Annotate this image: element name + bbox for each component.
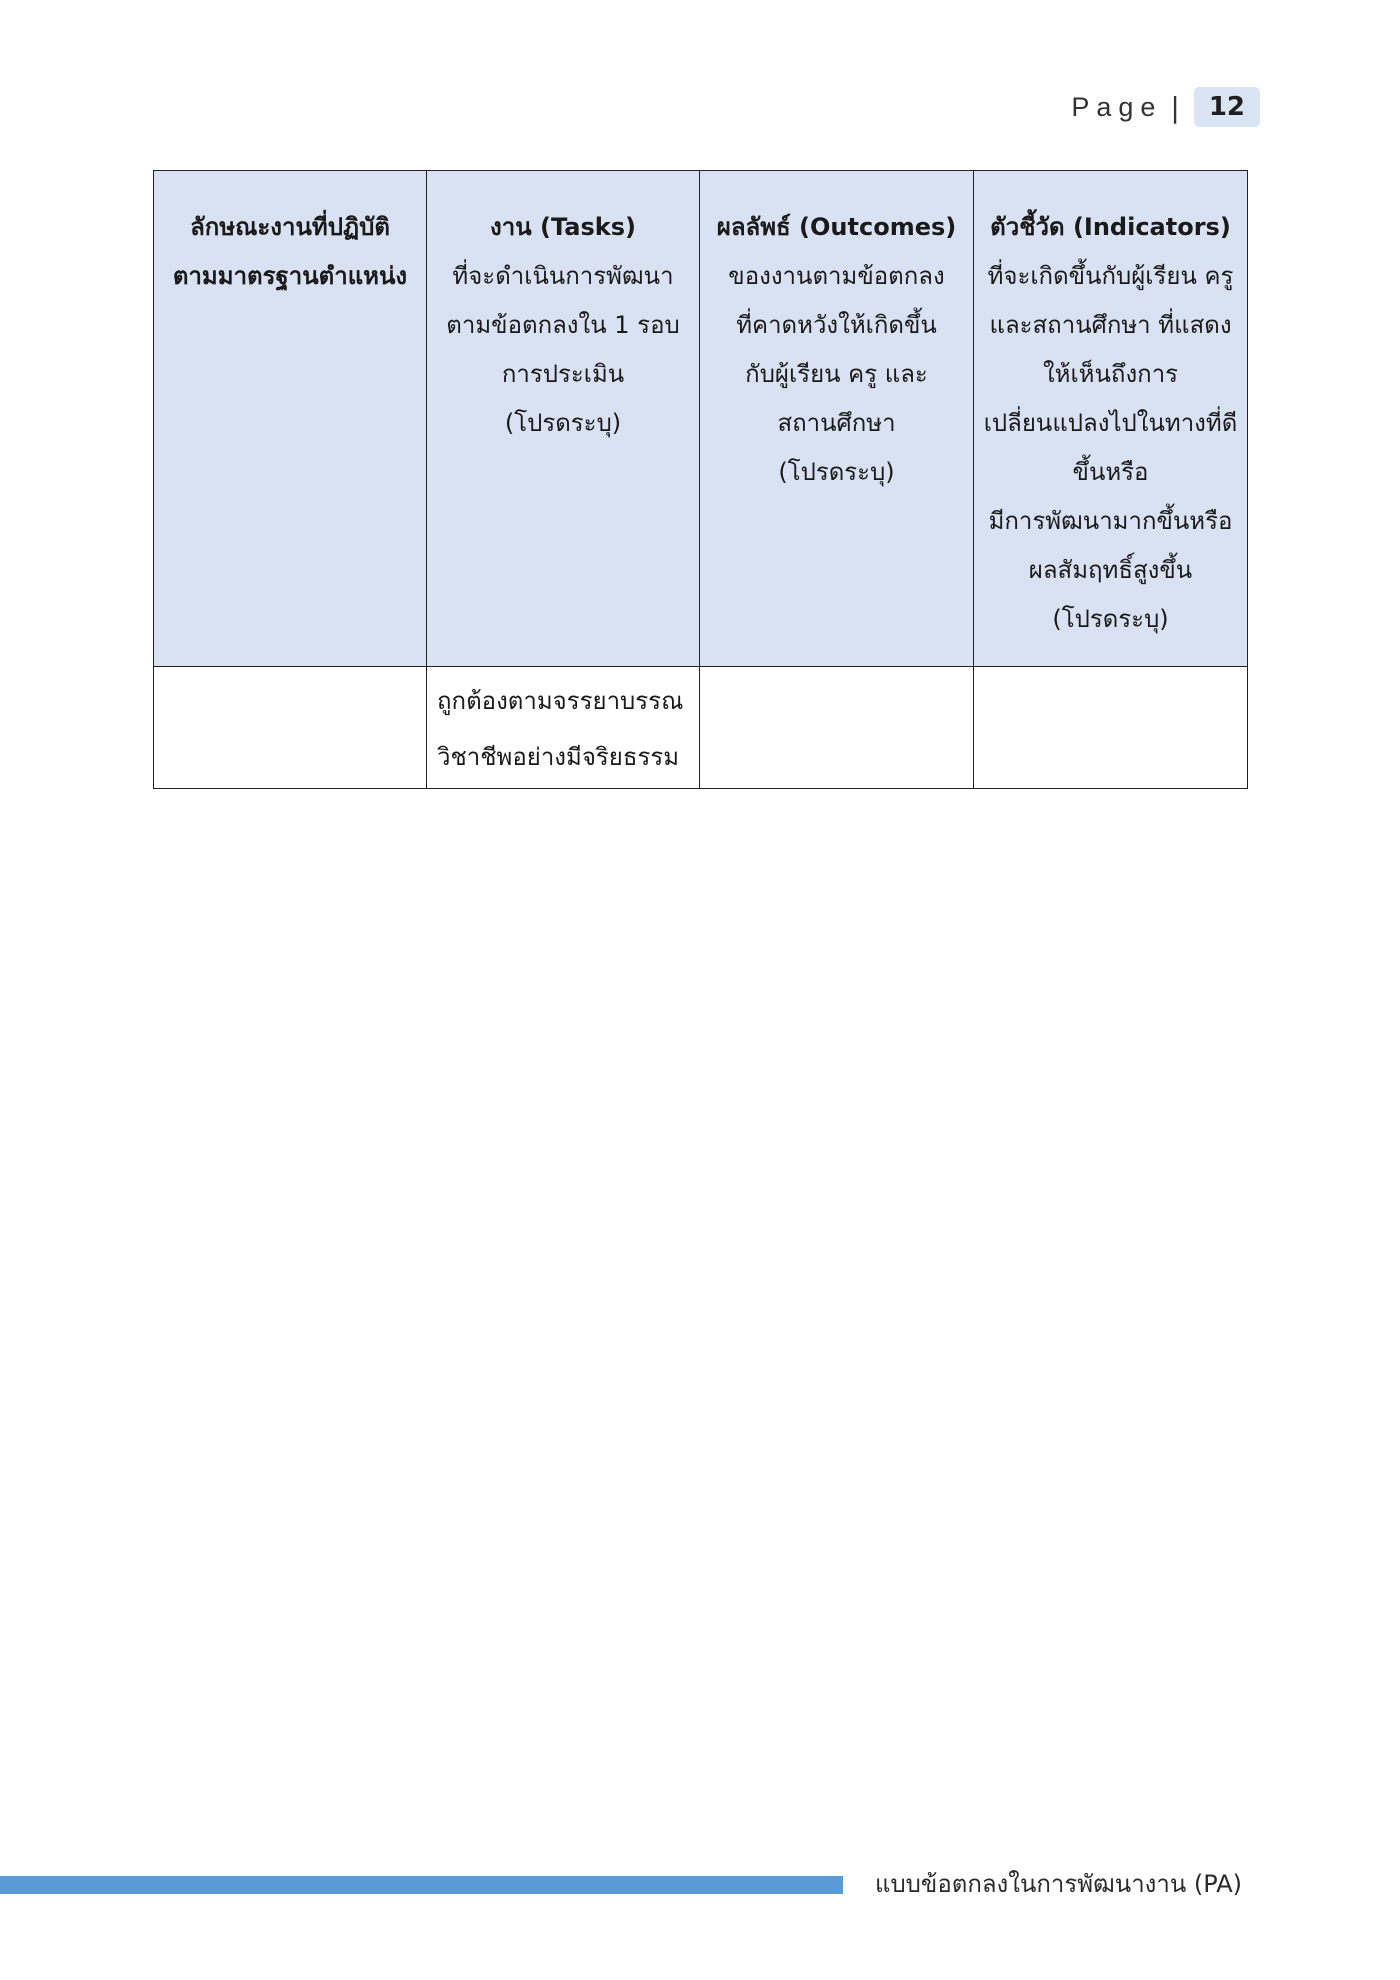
header-desc-line: สถานศึกษา [777,409,896,437]
header-title-line: งาน (Tasks) [490,213,636,241]
header-desc-line: (โปรดระบุ) [778,458,895,486]
header-desc-line: ตามข้อตกลงใน 1 รอบ [446,311,680,339]
page-separator: | [1170,90,1180,124]
header-cell-indicators [974,171,1248,667]
page-number: 12 [1194,87,1260,127]
header-title-line: ผลลัพธ์ (Outcomes) [716,213,957,241]
row-text-line: ถูกต้องตามจรรยาบรรณ [437,687,684,715]
header-desc-line: กับผู้เรียน ครู และ [745,360,928,388]
header-desc-line: ให้เห็นถึงการ [1042,360,1179,388]
pa-agreement-table [153,170,1248,789]
row-text-line: วิชาชีพอย่างมีจริยธรรม [437,743,680,771]
table-header-row [154,171,1248,667]
header-cell-tasks [427,171,700,667]
header-cell-outcomes [700,171,974,667]
header-title-line: ตามมาตรฐานตำแหน่ง [172,262,408,290]
header-title-line: ลักษณะงานที่ปฏิบัติ [190,213,390,241]
header-desc-line: การประเมิน [501,360,625,388]
table-row [154,667,1248,789]
row-cell-tasks [427,667,700,789]
footer-accent-bar [0,1876,843,1894]
header-cell-duties [154,171,427,667]
header-desc-line: ที่จะดำเนินการพัฒนา [452,262,674,290]
header-desc-line: และสถานศึกษา ที่แสดง [989,311,1232,339]
header-desc-line: (โปรดระบุ) [1052,605,1169,633]
header-desc-line: มีการพัฒนามากขึ้นหรือ [988,507,1233,535]
header-title-line: ตัวชี้วัด (Indicators) [990,213,1231,241]
header-desc-line: ของงานตามข้อตกลง [728,262,945,290]
header-desc-line: ขึ้นหรือ [1072,458,1149,486]
header-desc-line: (โปรดระบุ) [504,409,622,437]
header-desc-line: เปลี่ยนแปลงไปในทางที่ดี [983,409,1238,437]
page-label: Page [1071,91,1163,122]
row-cell-indicators [974,667,1248,789]
row-cell-outcomes [700,667,974,789]
page-header [1071,86,1260,128]
header-desc-line: ที่คาดหวังให้เกิดขึ้น [736,311,937,339]
footer-title: แบบข้อตกลงในการพัฒนางาน (PA) [874,1870,1242,1898]
header-desc-line: ที่จะเกิดขึ้นกับผู้เรียน ครู [987,262,1234,290]
row-cell-duties [154,667,427,789]
header-desc-line: ผลสัมฤทธิ์สูงขึ้น [1028,556,1193,584]
